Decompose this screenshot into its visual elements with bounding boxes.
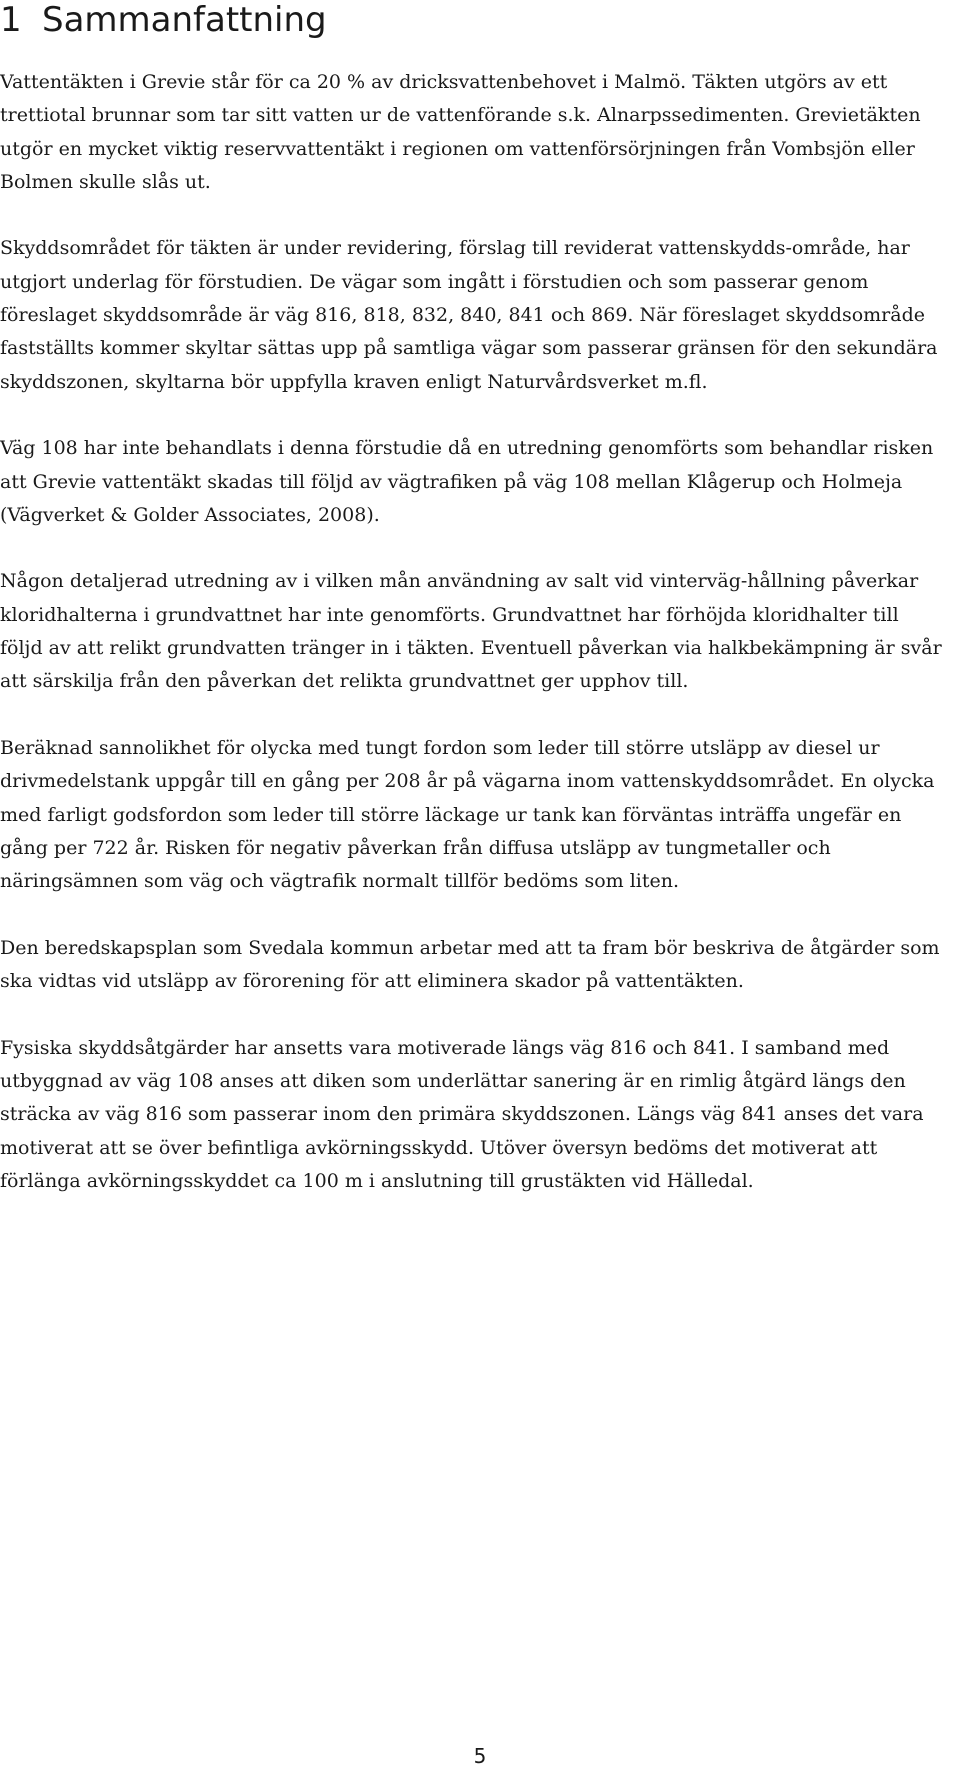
page-number: 5 (473, 1744, 487, 1768)
paragraph-7: Fysiska skyddsåtgärder har ansetts vara motiverade längs väg 816 och 841. I samband med utbyggnad av väg 108 anses att diken som underlättar sanering är en rimlig åtgärd längs den sträcka av väg 816 som passerar inom den primära skyddszonen. Längs väg 841 anses det vara motiverat att se över befintliga avkörningsskydd. Utöver översyn bedöms det motiverat att förlänga avkörningsskyddet ca 100 m i anslutning till grustäkten vid Hälledal. (0, 1036, 924, 1192)
summary-body (0, 66, 944, 1231)
paragraph-5: Beräknad sannolikhet för olycka med tungt fordon som leder till större utsläpp av diesel ur drivmedelstank uppgår till en gång per 208 år på vägarna inom vattenskyddsområdet. En olycka med farligt godsfordon som leder till större läckage ur tank kan förväntas inträffa ungefär en gång per 722 år. Risken för negativ påverkan från diffusa utsläpp av tungmetaller och näringsämnen som väg och vägtrafik normalt tillför bedöms som liten. (0, 736, 935, 893)
paragraph-6: Den beredskapsplan som Svedala kommun arbetar med att ta fram bör beskriva de åtgärder som ska vidtas vid utsläpp av förorening för att eliminera skador på vattentäkten. (0, 936, 940, 993)
section-title: Sammanfattning (42, 0, 327, 40)
paragraph-3: Väg 108 har inte behandlats i denna förstudie då en utredning genomförts som behandlar risken att Grevie vattentäkt skadas till följd av vägtrafiken på väg 108 mellan Klågerup och Holmeja (Vägverket & Golder Associates, 2008). (0, 437, 934, 526)
section-heading (0, 0, 327, 40)
paragraph-1: Vattentäkten i Grevie står för ca 20 % av dricksvattenbehovet i Malmö. Täkten utgörs av ett trettiotal brunnar som tar sitt vatten ur de vattenförande s.k. Alnarpssedimenten. Grevietäkten utgör en mycket viktig reservvattentäkt i regionen om vattenförsörjningen från Vombsjön eller Bolmen skulle slås ut. (0, 71, 921, 193)
paragraph-2: Skyddsområdet för täkten är under revidering, förslag till reviderat vattenskydds-område, har utgjort underlag för förstudien. De vägar som ingått i förstudien och som passerar genom föreslaget skyddsområde är väg 816, 818, 832, 840, 841 och 869. När föreslaget skyddsområde fastställts kommer skyltar sättas upp på samtliga vägar som passerar gränsen för den sekundära skyddszonen, skyltarna bör uppfylla kraven enligt Naturvårdsverket m.fl. (0, 237, 938, 393)
section-number: 1 (0, 0, 22, 40)
paragraph-4: Någon detaljerad utredning av i vilken mån användning av salt vid vinterväg-hållning påverkar kloridhalterna i grundvattnet har inte genomförts. Grundvattnet har förhöjda kloridhalter till följd av att relikt grundvatten tränger in i täkten. Eventuell påverkan via halkbekämpning är svår att särskilja från den påverkan det relikta grundvattnet ger upphov till. (0, 570, 942, 693)
